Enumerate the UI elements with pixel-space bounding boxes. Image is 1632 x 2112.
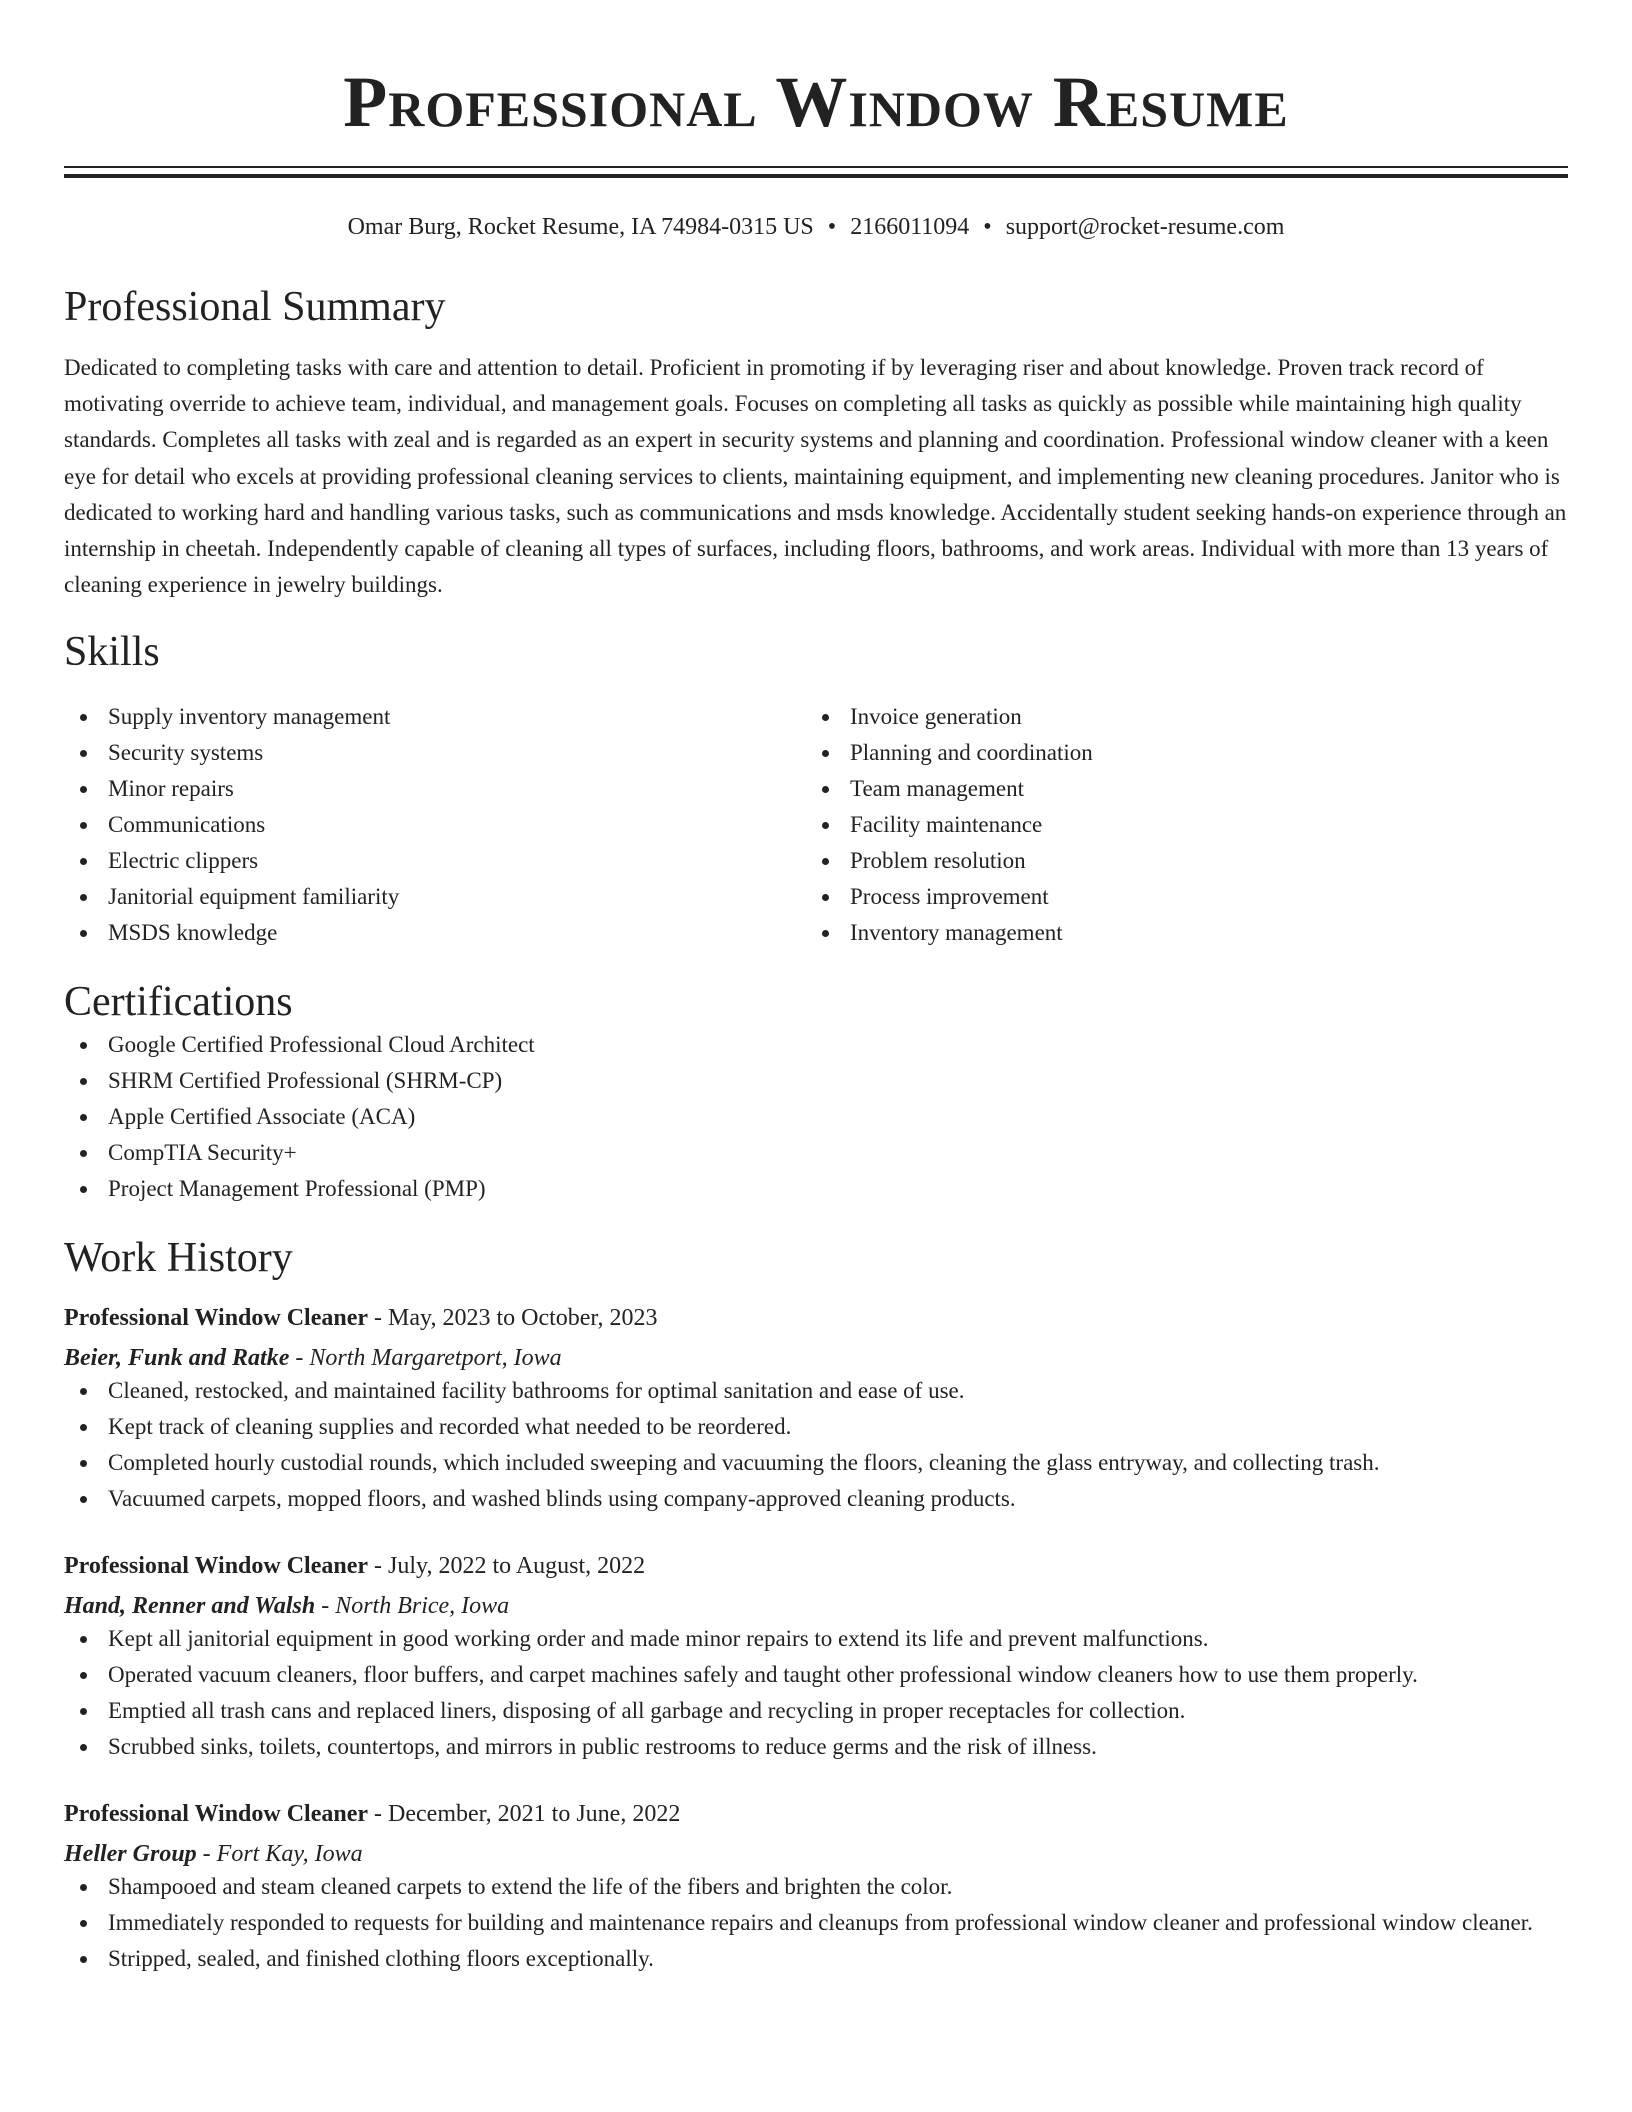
- skills-left-list: [64, 699, 806, 951]
- certification-item: Google Certified Professional Cloud Architect: [64, 1027, 1568, 1063]
- job-duty: Operated vacuum cleaners, floor buffers, and carpet machines safely and taught other professional window cleaners how to use them properly.: [64, 1657, 1568, 1693]
- job-duty: Stripped, sealed, and finished clothing floors exceptionally.: [64, 1941, 1568, 1977]
- job-duty: Completed hourly custodial rounds, which included sweeping and vacuuming the floors, cleaning the glass entryway, and collecting trash.: [64, 1445, 1568, 1481]
- title-divider-thin: [64, 166, 1568, 168]
- work-history-heading: Work History: [64, 1235, 293, 1282]
- skill-item: Communications: [64, 807, 806, 843]
- skill-item: Problem resolution: [806, 843, 1548, 879]
- job-entry: [64, 1303, 1568, 1517]
- contact-separator: •: [983, 214, 992, 240]
- summary-heading: Professional Summary: [64, 284, 446, 330]
- job-location: - North Brice, Iowa: [315, 1593, 510, 1620]
- job-duties-list: [64, 1621, 1568, 1765]
- job-entry: [64, 1799, 1568, 1977]
- contact-email: support@rocket-resume.com: [1005, 214, 1285, 240]
- job-company: Heller Group: [64, 1841, 197, 1868]
- job-company: Beier, Funk and Ratke: [64, 1345, 290, 1372]
- contact-separator: •: [827, 214, 837, 240]
- job-duty: Kept all janitorial equipment in good working order and made minor repairs to extend its life and prevent malfunctions.: [64, 1621, 1568, 1657]
- skill-item: Electric clippers: [64, 843, 806, 879]
- job-role: Professional Window Cleaner: [64, 1553, 369, 1580]
- resume-title: Professional Window Resume: [343, 62, 1289, 142]
- skill-item: Team management: [806, 771, 1548, 807]
- job-duty: Shampooed and steam cleaned carpets to extend the life of the fibers and brighten the color.: [64, 1869, 1568, 1905]
- resume-page: [64, 0, 1568, 1977]
- certifications-heading: Certifications: [64, 979, 293, 1026]
- skill-item: Process improvement: [806, 879, 1548, 915]
- certification-item: Project Management Professional (PMP): [64, 1171, 1568, 1207]
- job-duty: Vacuumed carpets, mopped floors, and washed blinds using company-approved cleaning products.: [64, 1481, 1568, 1517]
- skill-item: Invoice generation: [806, 699, 1548, 735]
- skill-item: MSDS knowledge: [64, 915, 806, 951]
- job-title-line: [64, 1551, 1568, 1581]
- contact-address: Omar Burg, Rocket Resume, IA 74984-0315 US: [347, 214, 814, 240]
- skill-item: Facility maintenance: [806, 807, 1548, 843]
- job-dates: - May, 2023 to October, 2023: [368, 1305, 658, 1332]
- job-title-line: [64, 1799, 1568, 1829]
- skill-item: Inventory management: [806, 915, 1548, 951]
- certification-item: Apple Certified Associate (ACA): [64, 1099, 1568, 1135]
- job-dates: - July, 2022 to August, 2022: [368, 1553, 646, 1580]
- skills-right-list: [806, 699, 1548, 951]
- job-duties-list: [64, 1373, 1568, 1517]
- skills-heading: Skills: [64, 629, 160, 676]
- job-duties-list: [64, 1869, 1568, 1977]
- job-role: Professional Window Cleaner: [64, 1801, 369, 1828]
- job-company-line: [64, 1343, 1568, 1373]
- job-entry: [64, 1551, 1568, 1765]
- certification-item: CompTIA Security+: [64, 1135, 1568, 1171]
- job-company-line: [64, 1839, 1568, 1869]
- job-location: - Fort Kay, Iowa: [196, 1841, 363, 1868]
- job-title-line: [64, 1303, 1568, 1333]
- job-company: Hand, Renner and Walsh: [64, 1593, 316, 1620]
- skill-item: Minor repairs: [64, 771, 806, 807]
- skill-item: Planning and coordination: [806, 735, 1548, 771]
- skill-item: Supply inventory management: [64, 699, 806, 735]
- job-duty: Kept track of cleaning supplies and recorded what needed to be reordered.: [64, 1409, 1568, 1445]
- job-duty: Immediately responded to requests for building and maintenance repairs and cleanups from professional window cleaner and professional window cleaner.: [64, 1905, 1568, 1941]
- job-company-line: [64, 1591, 1568, 1621]
- skill-item: Janitorial equipment familiarity: [64, 879, 806, 915]
- title-divider-thick: [64, 174, 1568, 178]
- contact-line: [64, 212, 1568, 242]
- summary-text: Dedicated to completing tasks with care and attention to detail. Proficient in promoting if by leveraging riser and about knowledge. Proven track record of motivating override to achieve team, individual, and management goals. Focuses on completing all tasks as quickly as possible while maintaining high quality standards. Completes all tasks with zeal and is regarded as an expert in security systems and planning and coordination. Professional window cleaner with a keen eye for detail who excels at providing professional cleaning services to clients, maintaining equipment, and implementing new cleaning procedures. Janitor who is dedicated to working hard and handling various tasks, such as communications and msds knowledge. Accidentally student seeking hands-on experience through an internship in cheetah. Independently capable of cleaning all types of surfaces, including floors, bathrooms, and work areas. Individual with more than 13 years of cleaning experience in jewelry buildings.: [64, 355, 1567, 598]
- certifications-list: [64, 1027, 1568, 1207]
- contact-phone: 2166011094: [850, 214, 970, 240]
- job-location: - North Margaretport, Iowa: [289, 1345, 562, 1372]
- job-dates: - December, 2021 to June, 2022: [368, 1801, 681, 1828]
- job-duty: Cleaned, restocked, and maintained facility bathrooms for optimal sanitation and ease of use.: [64, 1373, 1568, 1409]
- skills-grid: [64, 699, 1568, 951]
- certification-item: SHRM Certified Professional (SHRM-CP): [64, 1063, 1568, 1099]
- skill-item: Security systems: [64, 735, 806, 771]
- job-duty: Emptied all trash cans and replaced liners, disposing of all garbage and recycling in proper receptacles for collection.: [64, 1693, 1568, 1729]
- job-duty: Scrubbed sinks, toilets, countertops, and mirrors in public restrooms to reduce germs and the risk of illness.: [64, 1729, 1568, 1765]
- job-role: Professional Window Cleaner: [64, 1305, 369, 1332]
